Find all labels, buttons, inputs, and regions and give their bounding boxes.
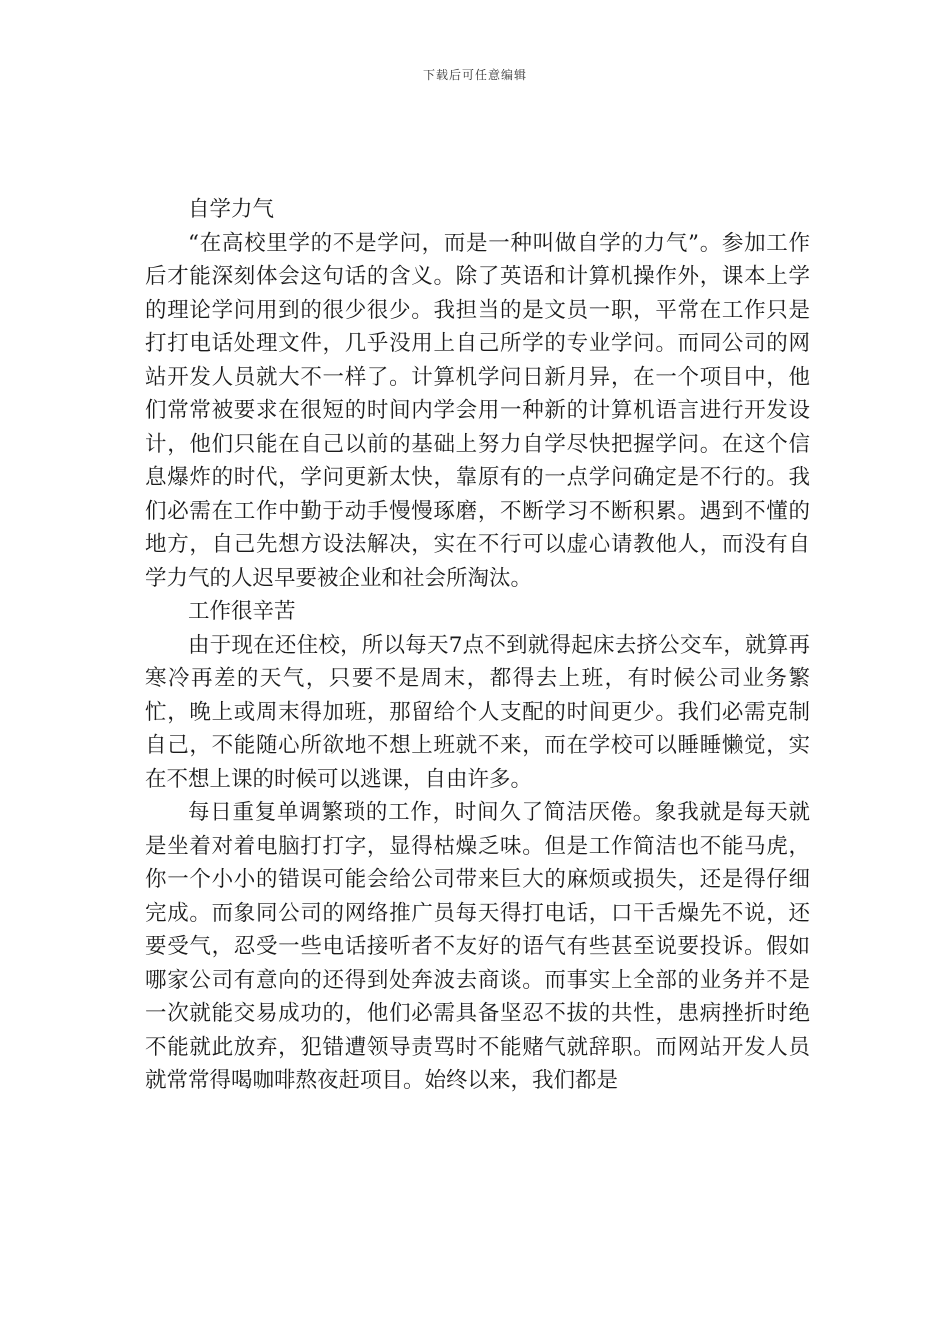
section-heading: 自学力气 [188,197,275,222]
page-header: 下载后可任意编辑 [422,68,527,82]
paragraph: “在高校里学的不是学问，而是一种叫做自学的力气”。参加工作后才能深刻体会这句话的含义。除了英语和计算机操作外，课本上学的理论学问用到的很少很少。我担当的是文员一职，平常在工作只是打打电话处理文件，几乎没用上自己所学的专业学问。而同公司的网站开发人员就大不一样了。计算机学问日新月异，在一个项目中，他们常常被要求在很短的时间内学会用一种新的计算机语言进行开发设计，他们只能在自己以前的基础上努力自学尽快把握学问。在这个信息爆炸的时代，学问更新太快，靠原有的一点学问确定是不行的。我们必需在工作中勤于动手慢慢琢磨，不断学习不断积累。遇到不懂的地方，自己先想方设法解决，实在不行可以虚心请教他人，而没有自学力气的人迟早要被企业和社会所淘汰。 [145,230,810,591]
document-body [145,193,810,1098]
section-heading: 工作很辛苦 [188,599,296,624]
paragraph: 每日重复单调繁琐的工作，时间久了简洁厌倦。象我就是每天就是坐着对着电脑打打字，显得枯燥乏味。但是工作简洁也不能马虎，你一个小小的错误可能会给公司带来巨大的麻烦或损失，还是得仔细完成。而象同公司的网络推广员每天得打电话，口干舌燥先不说，还要受气，忍受一些电话接听者不友好的语气有些甚至说要投诉。假如哪家公司有意向的还得到处奔波去商谈。而事实上全部的业务并不是一次就能交易成功的，他们必需具备坚忍不拔的共性，患病挫折时绝不能就此放弃，犯错遭领导责骂时不能赌气就辞职。而网站开发人员就常常得喝咖啡熬夜赶项目。始终以来，我们都是 [145,800,810,1093]
paragraph: 由于现在还住校，所以每天7点不到就得起床去挤公交车，就算再寒冷再差的天气，只要不是周末，都得去上班，有时候公司业务繁忙，晚上或周末得加班，那留给个人支配的时间更少。我们必需克制自己，不能随心所欲地不想上班就不来，而在学校可以睡睡懒觉，实在不想上课的时候可以逃课，自由许多。 [145,632,810,792]
